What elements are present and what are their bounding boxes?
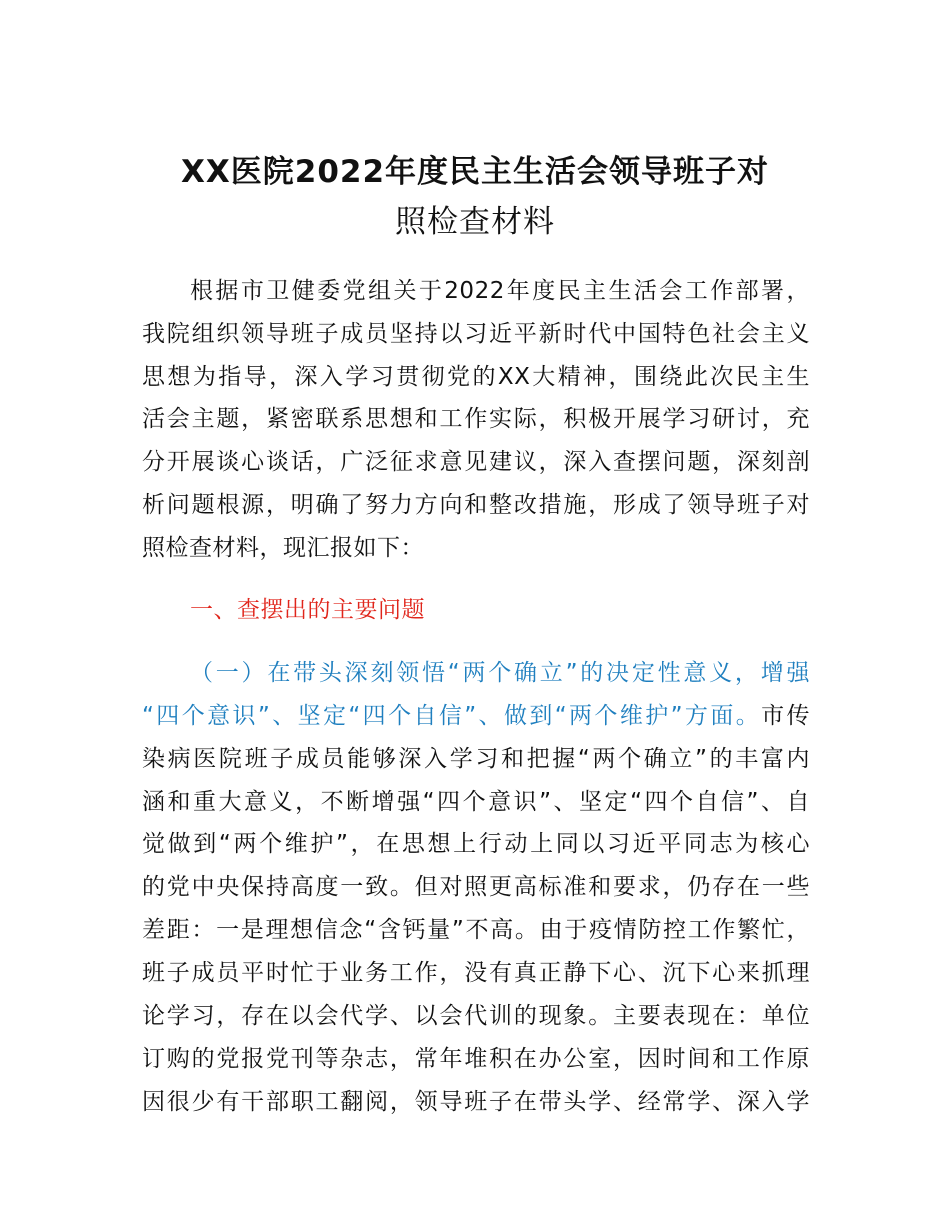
body-line: 涵和重大意义，不断增强“四个意识”、坚定“四个自信”、自	[142, 789, 810, 815]
sub-heading-line-2	[142, 701, 810, 731]
body-line: 的党中央保持高度一致。但对照更高标准和要求，仍存在一些	[142, 874, 810, 900]
body-line: 因很少有干部职工翻阅，领导班子在带头学、经常学、深入学	[142, 1089, 810, 1115]
sub-heading-line-2-blue: “四个意识”、坚定“四个自信”、做到“两个维护”方面。	[142, 703, 762, 729]
section-heading: 一、查摆出的主要问题	[190, 597, 425, 623]
sub-heading-line-1: （一）在带头深刻领悟“两个确立”的决定性意义，增强	[190, 660, 810, 686]
intro-line: 根据市卫健委党组关于2022年度民主生活会工作部署，	[190, 278, 810, 304]
document-title-line-1: XX医院2022年度民主生活会领导班子对	[180, 154, 770, 190]
intro-line: 我院组织领导班子成员坚持以习近平新时代中国特色社会主义	[142, 321, 810, 347]
document-title-line-2: 照检查材料	[395, 204, 555, 240]
intro-line: 思想为指导，深入学习贯彻党的XX大精神，围绕此次民主生	[142, 364, 810, 390]
sub-heading-line-2-rest: 市传	[761, 703, 811, 729]
body-line: 染病医院班子成员能够深入学习和把握“两个确立”的丰富内	[142, 746, 810, 772]
body-line: 差距：一是理想信念“含钙量”不高。由于疫情防控工作繁忙，	[142, 917, 810, 943]
intro-line: 照检查材料，现汇报如下：	[142, 535, 424, 561]
body-line: 订购的党报党刊等杂志，常年堆积在办公室，因时间和工作原	[142, 1046, 810, 1072]
intro-line: 分开展谈心谈话，广泛征求意见建议，深入查摆问题，深刻剖	[142, 449, 810, 475]
body-line: 论学习，存在以会代学、以会代训的现象。主要表现在：单位	[142, 1003, 810, 1029]
intro-line: 析问题根源，明确了努力方向和整改措施，形成了领导班子对	[142, 492, 810, 518]
intro-line: 活会主题，紧密联系思想和工作实际，积极开展学习研讨，充	[142, 406, 810, 432]
body-line: 觉做到“两个维护”，在思想上行动上同以习近平同志为核心	[142, 831, 810, 857]
body-line: 班子成员平时忙于业务工作，没有真正静下心、沉下心来抓理	[142, 960, 810, 986]
